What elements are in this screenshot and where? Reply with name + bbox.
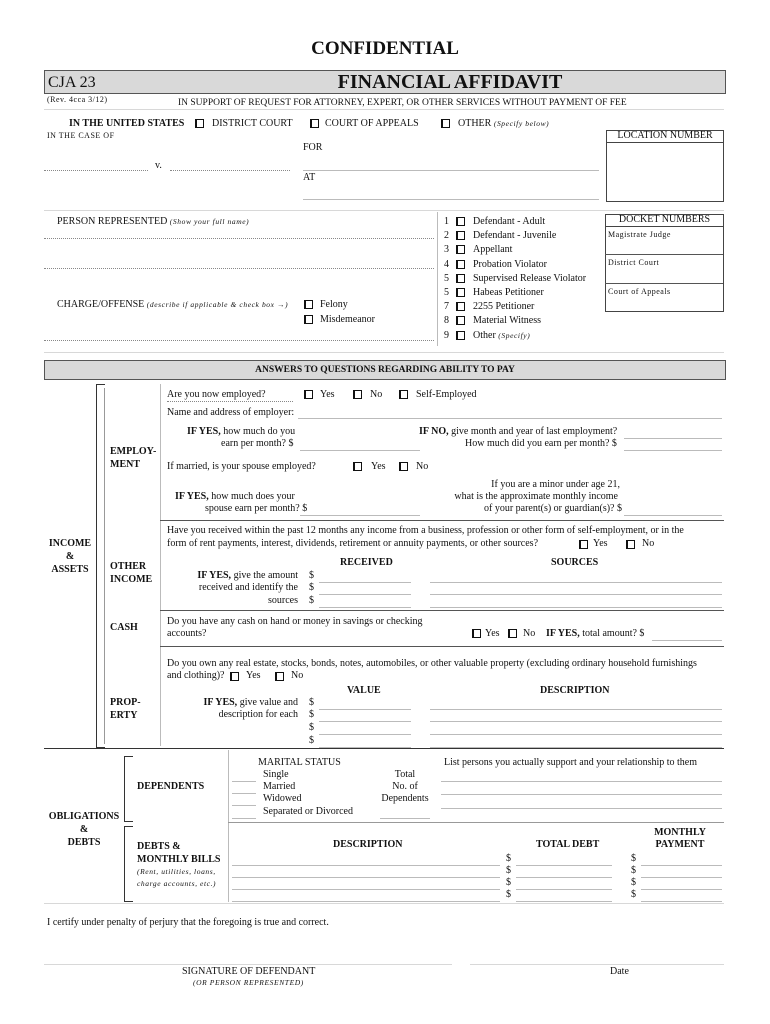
docket-district-label: District Court <box>608 258 660 267</box>
answers-heading: ANSWERS TO QUESTIONS REGARDING ABILITY TO PAY <box>255 365 515 375</box>
dollar-sign: $ <box>506 853 511 864</box>
marital-status-option: Married <box>263 781 296 793</box>
other-income-yes-label: Yes <box>593 538 608 549</box>
monthly-payment-field[interactable] <box>641 887 722 902</box>
property-question-2: and clothing)? <box>167 670 225 681</box>
rule <box>160 610 724 611</box>
category-label <box>473 287 544 299</box>
rule <box>228 822 724 823</box>
form-subtitle: IN SUPPORT OF REQUEST FOR ATTORNEY, EXPERT, OR OTHER SERVICES WITHOUT PAYMENT OF FEE <box>178 98 627 108</box>
certification-text: I certify under penalty of perjury that the foregoing is true and correct. <box>47 917 329 928</box>
other-income-yes-checkbox[interactable] <box>579 540 588 549</box>
property-no-label: No <box>291 670 304 681</box>
employed-no-checkbox[interactable] <box>353 390 362 399</box>
category-number: 4 <box>444 258 449 270</box>
us-label: IN THE UNITED STATES <box>69 118 185 129</box>
employed-yes-label: Yes <box>320 389 335 400</box>
category-checkbox[interactable] <box>456 231 465 240</box>
rule <box>605 254 723 255</box>
versus-line <box>170 170 290 171</box>
rule <box>44 109 724 110</box>
dollar-sign: $ <box>309 709 314 720</box>
source-field[interactable] <box>430 593 722 608</box>
category-checkbox[interactable] <box>456 260 465 269</box>
identify-label-1: received and identify the <box>198 582 298 593</box>
spouse-no-checkbox[interactable] <box>399 462 408 471</box>
dollar-sign: $ <box>309 595 314 606</box>
versus-label: v. <box>155 160 162 171</box>
category-label <box>473 216 545 228</box>
category-checkbox[interactable] <box>456 302 465 311</box>
signature-field[interactable] <box>160 948 440 962</box>
dependent-field[interactable] <box>441 780 722 795</box>
employed-question: Are you now employed? <box>167 389 266 400</box>
dollar-sign: $ <box>309 735 314 746</box>
employer-field[interactable] <box>298 404 722 419</box>
spouse-earn-label: spouse earn per month? $ <box>205 503 308 514</box>
at-label: AT <box>303 172 316 183</box>
category-text: Defendant - Adult <box>473 216 546 227</box>
other-income-question-1: Have you received within the past 12 months any income from a business, profession or other form of self-employment, or in the <box>167 525 684 536</box>
category-label <box>473 259 547 271</box>
signature-label: SIGNATURE OF DEFENDANT <box>182 966 316 977</box>
category-label <box>473 230 556 242</box>
dollar-sign: $ <box>631 853 636 864</box>
received-amount-field[interactable] <box>319 593 411 608</box>
employer-question: Name and address of employer: <box>167 407 295 418</box>
person-represented-label: PERSON REPRESENTED (Show your full name) <box>57 216 250 227</box>
spouse-if-yes-label: IF YES, how much does your <box>175 491 295 502</box>
docket-appeals-label: Court of Appeals <box>608 287 671 296</box>
category-text: Defendant - Juvenile <box>473 230 557 242</box>
spouse-yes-checkbox[interactable] <box>353 462 362 471</box>
last-earn-field[interactable] <box>624 436 722 451</box>
identify-label-2: sources <box>268 595 298 606</box>
dependent-field[interactable] <box>441 808 722 823</box>
cash-yes-checkbox[interactable] <box>472 629 481 638</box>
rule <box>44 352 724 353</box>
category-checkbox[interactable] <box>456 217 465 226</box>
dollar-sign: $ <box>309 582 314 593</box>
marital-status-field[interactable] <box>232 804 256 819</box>
obligations-label: OBLIGATIONS & DEBTS <box>48 811 120 848</box>
employment-label: EMPLOY- MENT <box>110 446 157 470</box>
category-text: Supervised Release Violator <box>473 272 587 284</box>
category-label <box>473 330 530 342</box>
category-number: 9 <box>444 329 449 341</box>
parent-income-field[interactable] <box>624 501 722 516</box>
rule <box>160 646 724 647</box>
dollar-sign: $ <box>631 865 636 876</box>
rule <box>44 748 724 749</box>
category-number: 2 <box>444 230 449 242</box>
debts-bracket <box>124 826 133 902</box>
other-income-label: OTHER INCOME <box>110 561 153 585</box>
for-field[interactable] <box>303 156 599 171</box>
confidential-heading: CONFIDENTIAL <box>311 38 459 59</box>
cash-question-2: accounts? <box>167 628 207 639</box>
felony-checkbox[interactable] <box>304 300 313 309</box>
divider <box>104 388 105 744</box>
misdemeanor-checkbox[interactable] <box>304 315 313 324</box>
give-value-label: IF YES, give value and <box>203 697 298 708</box>
debts-note: (Rent, utilities, loans, charge accounts, etc.) <box>137 867 217 888</box>
case-of-label: IN THE CASE OF <box>47 131 115 140</box>
misdemeanor-label: Misdemeanor <box>320 314 375 325</box>
category-text: Appellant <box>473 244 513 256</box>
other-court-label: OTHER (Specify below) <box>458 118 550 129</box>
category-note: (Specify) <box>498 330 531 340</box>
category-number: 8 <box>444 315 449 327</box>
court-of-appeals-label: COURT OF APPEALS <box>325 118 419 129</box>
total-dependents-field[interactable] <box>380 804 430 819</box>
property-value-field[interactable] <box>319 733 411 748</box>
dependent-field[interactable] <box>441 794 722 809</box>
revision: (Rev. 4cca 3/12) <box>47 95 108 104</box>
cash-yes-label: Yes <box>485 628 500 639</box>
earn-month-field[interactable] <box>300 436 420 451</box>
description-heading: DESCRIPTION <box>540 685 610 696</box>
date-label: Date <box>610 966 629 977</box>
category-number: 3 <box>444 244 449 256</box>
signature-line <box>44 964 452 965</box>
form-id: CJA 23 <box>48 74 96 91</box>
category-text: Material Witness <box>473 315 542 327</box>
category-checkbox[interactable] <box>456 288 465 297</box>
category-checkbox[interactable] <box>456 331 465 340</box>
spouse-no-label: No <box>416 461 429 472</box>
property-description-field[interactable] <box>430 733 722 748</box>
form-title: FINANCIAL AFFIDAVIT <box>337 71 563 93</box>
property-yes-checkbox[interactable] <box>230 672 239 681</box>
case-line <box>44 170 148 171</box>
category-label <box>473 244 512 256</box>
charge-offense-label: CHARGE/OFFENSE (describe if applicable & check box →) <box>57 299 289 310</box>
cash-label: CASH <box>110 622 138 633</box>
other-income-no-label: No <box>642 538 655 549</box>
divider <box>228 750 229 902</box>
marital-status-label: MARITAL STATUS <box>258 757 341 768</box>
category-text: Probation Violator <box>473 258 547 270</box>
category-number: 7 <box>444 301 449 313</box>
person-line <box>44 268 434 269</box>
category-number: 5 <box>444 272 449 284</box>
divider <box>160 384 161 746</box>
marital-status-option: Single <box>263 769 289 780</box>
cash-total-label: IF YES, total amount? $ <box>546 628 645 639</box>
spouse-yes-label: Yes <box>371 461 386 472</box>
total-debt-heading: TOTAL DEBT <box>536 839 600 850</box>
marital-status-option: Widowed <box>263 793 302 805</box>
court-of-appeals-checkbox[interactable] <box>310 119 319 128</box>
total-debt-field[interactable] <box>516 887 612 902</box>
employed-no-label: No <box>370 389 383 400</box>
total-dependents-label: Total No. of Dependents <box>381 769 429 804</box>
docket-magistrate-label: Magistrate Judge <box>608 230 671 239</box>
dependents-bracket <box>124 756 133 822</box>
value-heading: VALUE <box>347 685 381 696</box>
dollar-sign: $ <box>506 865 511 876</box>
other-income-no-checkbox[interactable] <box>626 540 635 549</box>
dollar-sign: $ <box>506 889 511 900</box>
desc-each-label: description for each <box>218 709 298 720</box>
dollar-sign: $ <box>506 877 511 888</box>
person-line <box>44 238 434 239</box>
earn-month-label: earn per month? $ <box>221 438 294 449</box>
date-field[interactable] <box>500 948 700 962</box>
minor-line-1: If you are a minor under age 21, <box>491 479 620 490</box>
signature-note: (OR PERSON REPRESENTED) <box>193 978 304 987</box>
divider <box>437 212 438 346</box>
property-no-checkbox[interactable] <box>275 672 284 681</box>
category-label <box>473 273 586 285</box>
cash-total-field[interactable] <box>652 626 722 641</box>
last-earn-label: How much did you earn per month? $ <box>465 438 617 449</box>
category-checkbox[interactable] <box>456 245 465 254</box>
self-employed-label: Self-Employed <box>416 389 477 400</box>
date-line <box>470 964 724 965</box>
district-court-label: DISTRICT COURT <box>212 118 293 129</box>
rule <box>167 401 293 402</box>
category-checkbox[interactable] <box>456 316 465 325</box>
debt-description-field[interactable] <box>232 887 500 902</box>
dependents-label: DEPENDENTS <box>137 781 205 792</box>
rule <box>605 283 723 284</box>
category-text: 2255 Petitioner <box>473 301 535 313</box>
dollar-sign: $ <box>309 722 314 733</box>
rule <box>44 903 724 904</box>
dollar-sign: $ <box>631 889 636 900</box>
if-yes-earn-label: IF YES, how much do you <box>187 426 296 437</box>
other-income-question-2: form of rent payments, interest, dividends, retirement or annuity payments, or other sources? <box>167 538 539 549</box>
dollar-sign: $ <box>631 877 636 888</box>
cash-question-1: Do you have any cash on hand or money in savings or checking <box>167 616 423 627</box>
district-court-checkbox[interactable] <box>195 119 204 128</box>
marital-status-option: Separated or Divorced <box>263 805 353 817</box>
self-employed-checkbox[interactable] <box>399 390 408 399</box>
category-number: 5 <box>444 287 449 298</box>
property-label: PROP- ERTY <box>110 697 141 721</box>
category-label <box>473 315 541 327</box>
property-question-1: Do you own any real estate, stocks, bonds, notes, automobiles, or other valuable property (excluding ordinary household furnishings <box>167 658 697 669</box>
for-label: FOR <box>303 142 323 153</box>
charge-line <box>44 340 434 341</box>
list-persons-label: List persons you actually support and your relationship to them <box>444 757 698 768</box>
minor-line-3: of your parent(s) or guardian(s)? $ <box>483 503 622 514</box>
category-text: Other <box>473 329 496 341</box>
if-no-label: IF NO, give month and year of last employment? <box>419 426 618 437</box>
other-court-checkbox[interactable] <box>441 119 450 128</box>
category-number: 1 <box>444 216 449 227</box>
received-heading: RECEIVED <box>340 557 393 568</box>
at-field[interactable] <box>303 185 599 200</box>
cash-no-checkbox[interactable] <box>508 629 517 638</box>
felony-label: Felony <box>320 299 348 310</box>
property-yes-label: Yes <box>246 670 261 681</box>
debts-label: DEBTS & MONTHLY BILLS <box>137 841 221 865</box>
give-amount-label: IF YES, give the amount <box>197 570 298 581</box>
rule <box>160 520 724 521</box>
minor-line-2: what is the approximate monthly income <box>454 491 618 502</box>
dollar-sign: $ <box>309 570 314 581</box>
rule <box>44 210 724 211</box>
income-assets-label: INCOME & ASSETS <box>48 538 92 575</box>
monthly-payment-heading: MONTHLY PAYMENT <box>654 827 706 850</box>
cash-no-label: No <box>523 628 536 639</box>
employed-yes-checkbox[interactable] <box>304 390 313 399</box>
spouse-question: If married, is your spouse employed? <box>167 461 316 472</box>
category-text: Habeas Petitioner <box>473 287 544 298</box>
dollar-sign: $ <box>309 697 314 708</box>
docket-title: DOCKET NUMBERS <box>605 214 724 227</box>
category-checkbox[interactable] <box>456 274 465 283</box>
category-label <box>473 301 534 313</box>
debt-description-heading: DESCRIPTION <box>333 839 403 850</box>
location-number-label: LOCATION NUMBER <box>606 130 724 143</box>
sources-heading: SOURCES <box>551 557 599 568</box>
